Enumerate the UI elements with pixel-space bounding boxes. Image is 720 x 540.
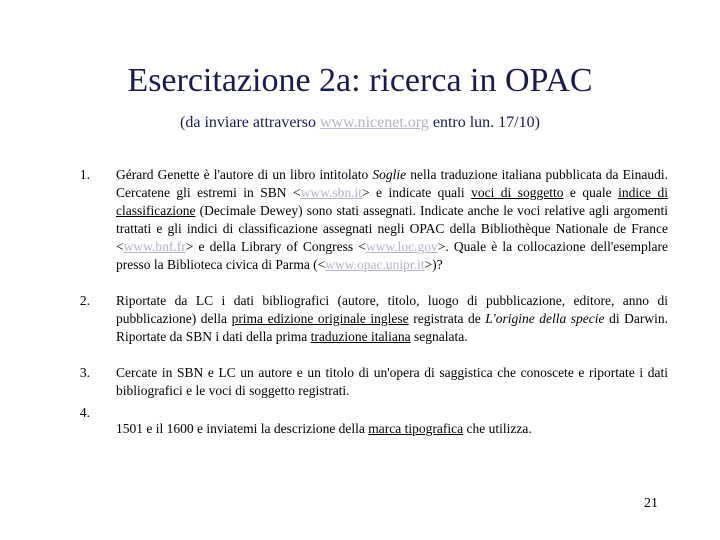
item1-text-d: e quale bbox=[563, 185, 619, 200]
item2-underlined-b: traduzione italiana bbox=[310, 329, 411, 344]
subtitle-pre: (da inviare attraverso bbox=[180, 114, 320, 131]
item1-text-g: >. Quale è la collocazione dell'esemplare presso la Biblioteca civica di Parma (< bbox=[116, 239, 668, 272]
opac-unipr-link[interactable]: www.opac.unipr.it bbox=[325, 257, 425, 272]
slide-subtitle bbox=[0, 114, 720, 132]
item1-book-title: Soglie bbox=[372, 167, 407, 182]
item4-underlined: marca tipografica bbox=[368, 421, 464, 436]
item-number-2: 2. bbox=[79, 293, 90, 308]
item1-underlined-a: voci di soggetto bbox=[471, 185, 564, 200]
nicenet-link[interactable]: www.nicenet.org bbox=[319, 114, 429, 131]
subtitle-post: entro lun. 17/10) bbox=[428, 114, 540, 131]
item1-text-f: > e della Library of Congress < bbox=[185, 239, 366, 254]
item1-underlined-b: indice di classificazione bbox=[116, 185, 668, 218]
item1-text-a: Gérard Genette è l'autore di un libro intitolato bbox=[116, 167, 373, 182]
item-number-4: 4. bbox=[79, 405, 90, 420]
item1-text-b: nella traduzione italiana pubblicata da Einaudi. Cercatene gli estremi in SBN < bbox=[116, 167, 668, 200]
item2-text-d: segnalata. bbox=[410, 329, 468, 344]
slide-title: Esercitazione 2a: ricerca in OPAC bbox=[127, 62, 593, 99]
item4-text-a: 1501 e il 1600 e inviatemi la descrizione della bbox=[116, 421, 369, 436]
item2-text-c: di Darwin. Riportate da SBN i dati della prima bbox=[116, 311, 669, 344]
bnf-link[interactable]: www.bnf.fr bbox=[123, 239, 186, 254]
item-number-1: 1. bbox=[79, 167, 90, 182]
item-number-3: 3. bbox=[79, 365, 90, 380]
list-item-1 bbox=[116, 166, 668, 274]
item2-underlined-a: prima edizione originale inglese bbox=[231, 311, 409, 326]
item1-text-c: > e indicate quali bbox=[361, 185, 472, 200]
page-number: 21 bbox=[644, 496, 658, 511]
item4-text-b: che utilizza. bbox=[463, 421, 532, 436]
item2-book-title: L'origine della specie bbox=[485, 311, 605, 326]
list-item-3: Cercate in SBN e LC un autore e un titolo di un'opera di saggistica che conoscete e riportate i dati bibliografici e le voci di soggetto registrati. bbox=[116, 365, 668, 398]
list-item-4 bbox=[116, 420, 668, 438]
sbn-link[interactable]: www.sbn.it bbox=[300, 185, 362, 200]
list-item-2 bbox=[116, 292, 668, 346]
item2-text-b: registrata de bbox=[408, 311, 486, 326]
loc-link[interactable]: www.loc.gov bbox=[365, 239, 438, 254]
item1-text-e: (Decimale Dewey) sono stati assegnati. Indicate anche le voci relative agli argomenti trattati e gli indici di classificazione assegnati negli OPAC della Bibliothèque Nationale de France < bbox=[116, 203, 668, 254]
item2-text-a: Riportate da LC i dati bibliografici (autore, titolo, luogo di pubblicazione, editore, anno di pubblicazione) della bbox=[116, 293, 668, 326]
item1-text-h: >)? bbox=[424, 257, 443, 272]
